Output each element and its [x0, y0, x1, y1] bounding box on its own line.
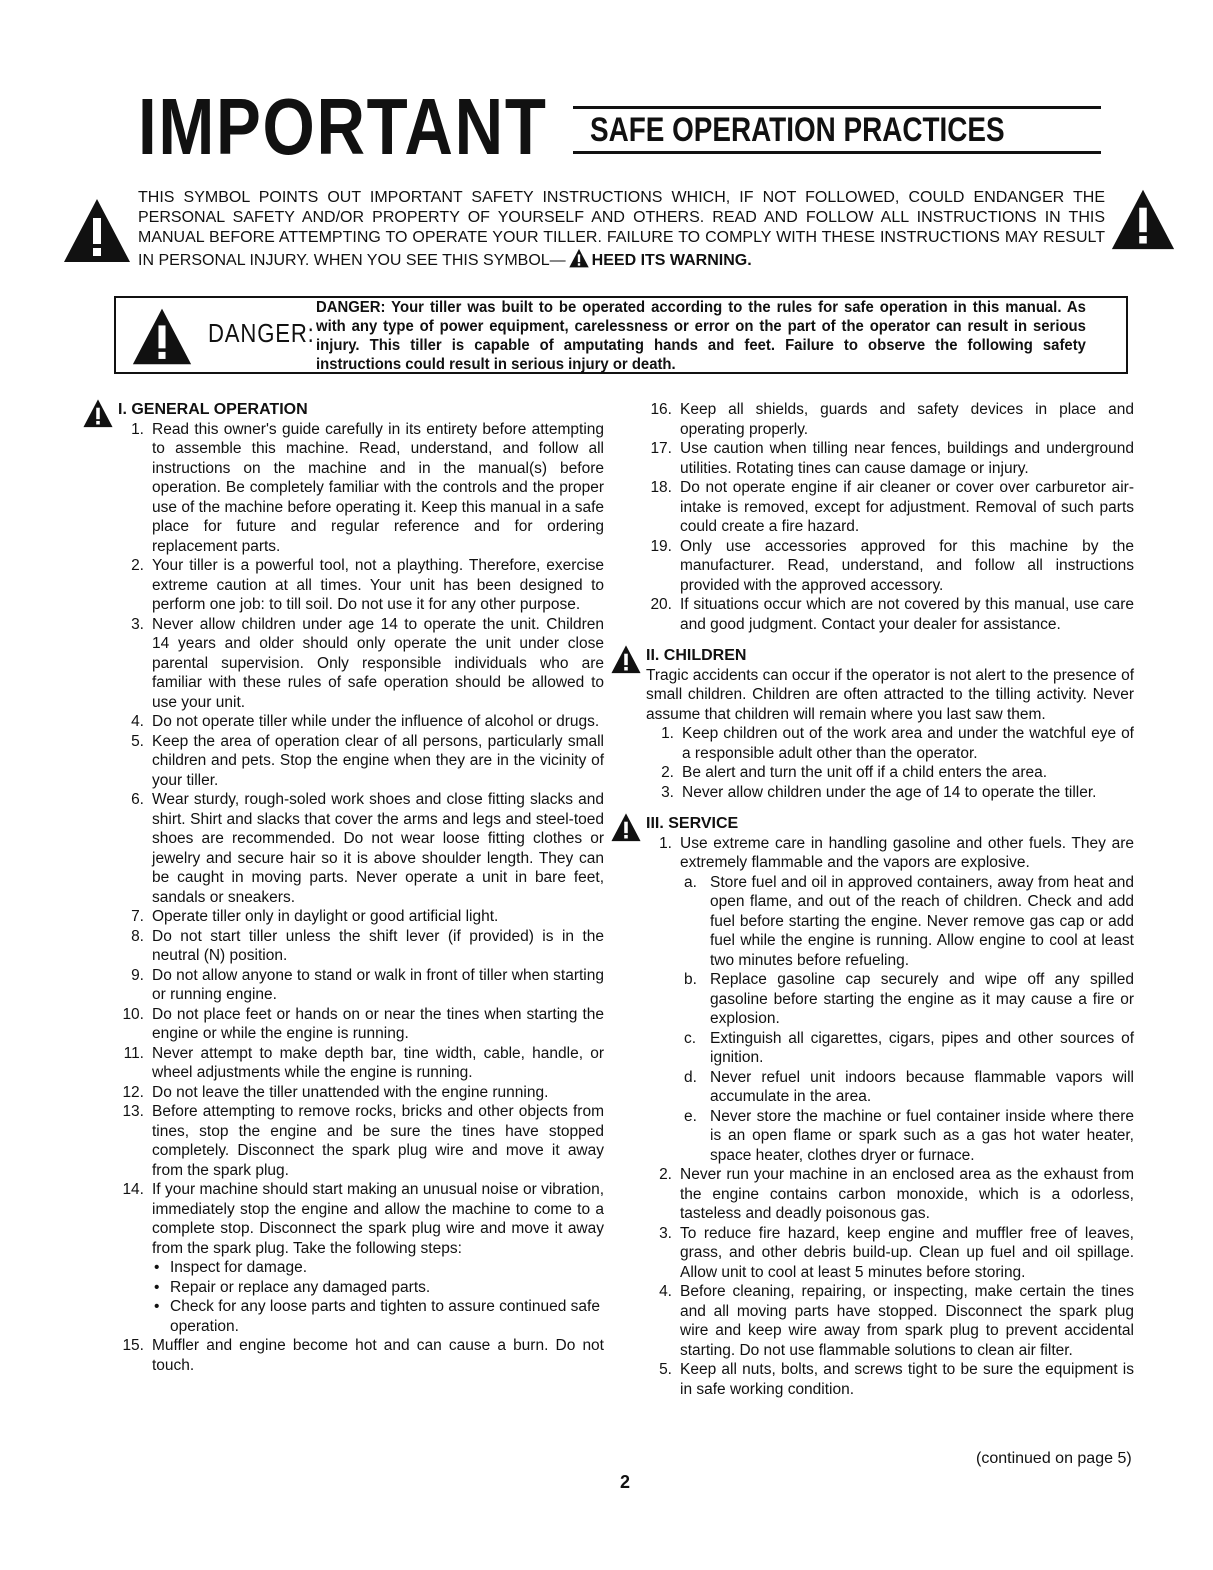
danger-label: DANGER:	[208, 318, 315, 348]
list-item: 1. Use extreme care in handling gasoline and other fuels. They are extremely flammable and the vapors are explosive.	[659, 834, 1134, 871]
page-subtitle: SAFE OPERATION PRACTICES	[590, 111, 1005, 149]
list-item: 4. Before cleaning, repairing, or inspecting, make certain the tines and all moving parts have stopped. Disconnect the spark plug wire and keep wire away from spark plug to prevent accidental starting. Do not use flammable solutions to clean air filter.	[659, 1283, 1134, 1359]
right-column	[646, 400, 1134, 1399]
list-item: 14. If your machine should start making an unusual noise or vibration, immediately stop the engine and allow the machine to come to a complete stop. Disconnect the spark plug wire and move it away from the spark plug. Take the following steps:	[122, 1181, 604, 1257]
title-rule-bottom	[573, 151, 1101, 154]
list-item: 1. Read this owner's guide carefully in its entirety before attempting to assemble this machine. Read, understand, and follow all instructions on the machine and in the manual(s) before operation. Be completely familiar with the controls and the proper use of the machine before operating it. Keep this manual in a safe place for future and regular reference and for ordering replacement parts.	[131, 420, 604, 555]
list-item: 18. Do not operate engine if air cleaner or cover over carburetor air-intake is removed, except for adjustment. Removal of such parts could create a fire hazard.	[650, 479, 1134, 535]
list-item: 2. Never run your machine in an enclosed area as the exhaust from the engine contains carbon monoxide, which is a odorless, tasteless and deadly poisonous gas.	[659, 1166, 1134, 1222]
list-item: 17. Use caution when tilling near fences, buildings and underground utilities. Rotating tines can cause damage or injury.	[650, 440, 1134, 477]
list-item: 16. Keep all shields, guards and safety devices in place and operating properly.	[650, 401, 1134, 438]
warning-triangle-icon	[62, 196, 132, 264]
bullet-item: • Repair or replace any damaged parts.	[154, 1278, 431, 1296]
list-item: 11. Never attempt to make depth bar, tine width, cable, handle, or wheel adjustments while the engine is running.	[123, 1044, 604, 1081]
list-item: 2. Your tiller is a powerful tool, not a plaything. Therefore, exercise extreme caution at all times. Your unit has been designed to perform one job: to till soil. Do not use it for any other purpose.	[131, 557, 604, 613]
list-item: 2. Be alert and turn the unit off if a child enters the area.	[661, 764, 1048, 781]
list-item: 3. Never allow children under the age of 14 to operate the tiller.	[661, 783, 1097, 801]
list-item: 4. Do not operate tiller while under the influence of alcohol or drugs.	[131, 713, 600, 730]
danger-text: DANGER: Your tiller was built to be operated according to the rules for safe operation in this manual. As with any type of power equipment, carelessness or error on the part of the operator can result in serious injury. This tiller is capable of amputating hands and feet. Failure to observe the following safety instructions could result in serious injury or death.	[316, 299, 1086, 373]
list-item: 13. Before attempting to remove rocks, bricks and other objects from tines, stop the engine and be sure the tines have stopped completely. Disconnect the spark plug wire and move it away from the spark plug.	[122, 1103, 604, 1179]
list-item: 5. Keep all nuts, bolts, and screws tight to be sure the equipment is in safe working condition.	[659, 1361, 1134, 1398]
general-operation-list-continued	[646, 400, 1134, 634]
list-item: 15. Muffler and engine become hot and can cause a burn. Do not touch.	[122, 1337, 604, 1374]
list-item: 5. Keep the area of operation clear of all persons, particularly small children and pets. Stop the engine when they are in the vicinity of your tiller.	[131, 732, 604, 789]
section-heading-general-operation: I. GENERAL OPERATION	[118, 400, 604, 420]
list-item: 9. Do not allow anyone to stand or walk in front of tiller when starting or running engine.	[131, 966, 604, 1003]
bullet-item: • Check for any loose parts and tighten to assure continued safe operation.	[154, 1298, 600, 1335]
danger-box	[114, 296, 1128, 374]
continued-note: (continued on page 5)	[976, 1450, 1132, 1467]
list-item: b. Replace gasoline cap securely and wipe off any spilled gasoline before starting the engine as it may cause a fire or explosion.	[684, 971, 1134, 1027]
warning-triangle-icon	[568, 248, 590, 274]
title-rule-top	[573, 106, 1101, 109]
list-item: a. Store fuel and oil in approved containers, away from heat and open flame, and out of the reach of children. Check and add fuel before starting the engine. Never remove gas cap or add fuel while the engine is running. Allow engine to cool at least two minutes before refueling.	[684, 873, 1134, 969]
list-item: d. Never refuel unit indoors because flammable vapors will accumulate in the area.	[684, 1068, 1134, 1105]
list-item: 12. Do not leave the tiller unattended with the engine running.	[122, 1083, 549, 1101]
list-item: 3. To reduce fire hazard, keep engine and muffler free of leaves, grass, and other debris build-up. Clean up fuel and oil spillage. Allow unit to cool at least 5 minutes before storing.	[659, 1224, 1134, 1281]
list-item: 7. Operate tiller only in daylight or good artificial light.	[131, 908, 499, 925]
list-item: c. Extinguish all cigarettes, cigars, pipes and other sources of ignition.	[684, 1029, 1134, 1066]
list-item: e. Never store the machine or fuel container inside where there is an open flame or spark such as a gas hot water heater, space heater, clothes dryer or furnace.	[684, 1107, 1134, 1164]
warning-triangle-icon	[610, 644, 642, 680]
warning-triangle-icon	[130, 306, 194, 366]
list-item: 10. Do not place feet or hands on or near the tines when starting the engine or while the engine is running.	[122, 1005, 604, 1042]
section-heading-children: II. CHILDREN	[646, 646, 1134, 666]
list-item: 6. Wear sturdy, rough-soled work shoes and close fitting slacks and shirt. Shirt and slacks that cover the arms and legs and steel-toed shoes are recommended. Do not wear loose fitting clothes or jewelry and secure hair so it is above shoulder length. They can be caught in moving parts. Never operate a unit in bare feet, sandals or sneakers.	[131, 791, 604, 906]
list-item: 8. Do not start tiller unless the shift lever (if provided) is in the neutral (N) position.	[131, 927, 604, 964]
intro-safety-notice	[138, 188, 1105, 274]
warning-triangle-icon	[610, 812, 642, 848]
inspection-steps-list	[118, 1258, 604, 1336]
heed-warning: HEED ITS WARNING.	[591, 252, 752, 269]
intro-text: THIS SYMBOL POINTS OUT IMPORTANT SAFETY INSTRUCTIONS WHICH, IF NOT FOLLOWED, COULD ENDANGER THE PERSONAL SAFETY AND/OR PROPERTY OF YOURSELF AND OTHERS. READ AND FOLLOW ALL INSTRUCTIONS IN THIS MANUAL BEFORE ATTEMPTING TO OPERATE YOUR TILLER. FAILURE TO COMPLY WITH THESE INSTRUCTIONS MAY RESULT IN PERSONAL INJURY. WHEN YOU SEE THIS SYMBOL—	[138, 189, 1105, 269]
children-list	[646, 724, 1134, 802]
list-item: 3. Never allow children under age 14 to operate the unit. Children 14 years and older should only operate the unit under close parental supervision. Only responsible individuals who are familiar with these rules of safe operation should be allowed to use your unit.	[131, 615, 604, 711]
page-number: 2	[620, 1472, 631, 1492]
fuel-handling-sublist	[646, 873, 1134, 1166]
general-operation-list	[118, 420, 604, 1259]
bullet-item: • Inspect for damage.	[154, 1259, 307, 1276]
warning-triangle-icon	[1110, 186, 1176, 252]
page-title: IMPORTANT	[138, 82, 548, 171]
left-column	[118, 400, 604, 1375]
list-item: 1. Keep children out of the work area and under the watchful eye of a responsible adult other than the operator.	[661, 725, 1134, 762]
warning-triangle-icon	[82, 398, 114, 434]
service-list	[646, 1165, 1134, 1399]
list-item: 19. Only use accessories approved for this machine by the manufacturer. Read, understand, and follow all instructions provided with the approved accessory.	[650, 537, 1134, 594]
list-item: 20. If situations occur which are not covered by this manual, use care and good judgment. Contact your dealer for assistance.	[650, 596, 1134, 633]
section-heading-service: III. SERVICE	[646, 814, 1134, 834]
children-intro: Tragic accidents can occur if the operator is not alert to the presence of small children. Children are often attracted to the tilling activity. Never assume that children will remain where you last saw them.	[646, 666, 1134, 723]
